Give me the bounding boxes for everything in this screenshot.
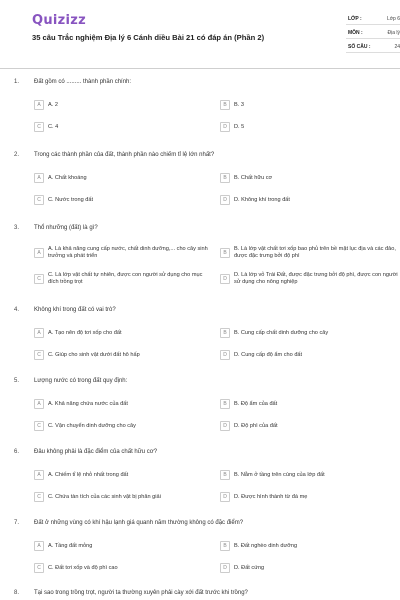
option-letter-badge: C [34, 274, 44, 284]
answer-option-a[interactable] [34, 322, 220, 344]
question-head [14, 518, 386, 530]
option-text: C. Vận chuyển dinh dưỡng cho cây [48, 422, 136, 429]
question [0, 77, 400, 150]
option-letter-badge: B [220, 470, 230, 480]
answer-options [34, 167, 400, 211]
answer-option-c[interactable] [34, 344, 220, 366]
option-letter-badge: A [34, 248, 44, 258]
option-letter-badge: C [34, 195, 44, 205]
option-letter-badge: A [34, 470, 44, 480]
question-head [14, 447, 386, 459]
option-text: C. Chứa tàn tích của các sinh vật bị phân giải [48, 493, 161, 500]
answer-option-c[interactable] [34, 557, 220, 579]
answer-option-c[interactable] [34, 415, 220, 437]
question-number: 3. [14, 225, 20, 231]
option-letter-badge: B [220, 100, 230, 110]
option-letter-badge: B [220, 328, 230, 338]
question-text: Không khí trong đất có vai trò? [34, 307, 116, 313]
option-letter-badge: D [220, 122, 230, 132]
answer-options [34, 464, 400, 508]
option-text: B. Cung cấp chất dinh dưỡng cho cây [234, 329, 329, 336]
quizizz-logo: Quizizz [32, 13, 87, 28]
answer-option-d[interactable] [220, 189, 400, 211]
question-head [14, 223, 386, 235]
option-text: C. Đất tơi xốp và độ phì cao [48, 564, 118, 571]
question-text: Lượng nước có trong đất quy định: [34, 378, 128, 384]
option-text: B. Chất hữu cơ [234, 174, 273, 181]
question [0, 447, 400, 518]
answer-option-c[interactable] [34, 266, 220, 292]
answer-option-a[interactable] [34, 167, 220, 189]
option-text: D. Không khí trong đất [234, 196, 290, 203]
option-text: D. Được hình thành từ đá mẹ [234, 493, 308, 500]
option-letter-badge: D [220, 350, 230, 360]
answer-option-a[interactable] [34, 393, 220, 415]
answer-option-c[interactable] [34, 116, 220, 138]
option-letter-badge: A [34, 399, 44, 409]
option-letter-badge: D [220, 492, 230, 502]
option-text: A. Tạo nên độ tơi xốp cho đất [48, 329, 122, 336]
question-number: 2. [14, 152, 20, 158]
option-letter-badge: D [220, 274, 230, 284]
option-letter-badge: B [220, 248, 230, 258]
option-text: A. 2 [48, 101, 58, 108]
option-letter-badge: B [220, 173, 230, 183]
question [0, 588, 400, 600]
option-letter-badge: B [220, 541, 230, 551]
answer-option-c[interactable] [34, 486, 220, 508]
option-letter-badge: C [34, 563, 44, 573]
option-letter-badge: D [220, 563, 230, 573]
question-head [14, 150, 386, 162]
question-number: 1. [14, 79, 20, 85]
option-letter-badge: D [220, 195, 230, 205]
question-number: 6. [14, 449, 20, 455]
option-text: A. Là khả năng cung cấp nước, chất dinh dưỡng,... cho cây sinh trưởng và phát triển [48, 246, 208, 259]
option-text: C. Nước trong đất [48, 196, 94, 203]
option-text: B. Là lớp vật chất tơi xốp bao phủ trên bề mặt lục địa và các đảo, được đặc trưng bởi độ phì [234, 246, 396, 259]
meta-label: LỚP : [348, 16, 362, 22]
question-text: Đất ở những vùng có khí hậu lạnh giá quanh năm thường không có đặc điểm? [34, 520, 244, 526]
option-text: A. Khả năng chứa nước của đất [48, 400, 128, 407]
answer-options [34, 393, 400, 437]
question-number: 4. [14, 307, 20, 313]
option-text: C. 4 [48, 123, 59, 130]
option-letter-badge: A [34, 328, 44, 338]
answer-option-b[interactable] [220, 94, 400, 116]
answer-options [34, 240, 400, 292]
option-text: D. Cung cấp độ ẩm cho đất [234, 351, 303, 358]
answer-option-d[interactable] [220, 266, 400, 292]
option-text: A. Tầng đất mỏng [48, 542, 93, 549]
question-text: Thổ nhưỡng (đất) là gì? [34, 225, 98, 231]
meta-value: Lớp 6 [386, 16, 400, 22]
question-text: Trong các thành phần của đất, thành phần nào chiếm tỉ lệ lớn nhất? [34, 152, 215, 158]
meta-value: 24 [394, 44, 400, 50]
question [0, 518, 400, 588]
option-text: C. Là lớp vật chất tự nhiên, được con người sử dụng cho mục đích trồng trọt [48, 272, 203, 285]
answer-options [34, 535, 400, 579]
option-text: B. Nằm ở tầng trên cùng của lớp đất [234, 471, 325, 478]
question-number: 8. [14, 590, 20, 596]
option-letter-badge: A [34, 541, 44, 551]
question-number: 5. [14, 378, 20, 384]
option-text: B. Đất nghèo dinh dưỡng [234, 542, 298, 549]
question-number: 7. [14, 520, 20, 526]
meta-row-grade [346, 14, 400, 25]
question [0, 150, 400, 223]
option-text: B. 3 [234, 101, 244, 108]
option-text: A. Chất khoáng [48, 174, 87, 181]
answer-option-a[interactable] [34, 240, 220, 266]
answer-option-d[interactable] [220, 415, 400, 437]
answer-option-c[interactable] [34, 189, 220, 211]
answer-option-d[interactable] [220, 486, 400, 508]
header-divider [0, 68, 400, 69]
worksheet-meta [346, 14, 400, 56]
answer-option-a[interactable] [34, 464, 220, 486]
question-head [14, 588, 386, 600]
question-head [14, 376, 386, 388]
option-letter-badge: D [220, 421, 230, 431]
answer-option-b[interactable] [220, 535, 400, 557]
worksheet-header [16, 0, 400, 62]
answer-option-b[interactable] [220, 393, 400, 415]
option-text: C. Giúp cho sinh vật dưới đất hô hấp [48, 351, 140, 358]
question-head [14, 305, 386, 317]
answer-option-b[interactable] [220, 240, 400, 266]
question-text: Đâu không phải là đặc điểm của chất hữu cơ? [34, 449, 158, 455]
answer-option-d[interactable] [220, 116, 400, 138]
meta-row-subject [346, 28, 400, 39]
meta-label: MÔN : [348, 30, 363, 36]
option-letter-badge: C [34, 350, 44, 360]
option-text: D. Là lớp vỏ Trái Đất, được đặc trưng bởi độ phì, được con người sử dụng cho nông nghiệp [234, 272, 398, 285]
question-text: Tại sao trong trồng trọt, người ta thường xuyên phải cày xới đất trước khi trồng? [34, 590, 248, 596]
option-text: D. Đất cứng [234, 564, 265, 571]
question [0, 223, 400, 305]
question-text: Đất gồm có ......... thành phần chính: [34, 79, 132, 85]
answer-option-d[interactable] [220, 557, 400, 579]
answer-options [34, 322, 400, 366]
option-letter-badge: A [34, 100, 44, 110]
option-letter-badge: B [220, 399, 230, 409]
meta-value: Địa lý [387, 30, 400, 36]
option-text: B. Độ ẩm của đất [234, 400, 278, 407]
answer-option-b[interactable] [220, 322, 400, 344]
option-letter-badge: C [34, 122, 44, 132]
option-text: A. Chiếm tỉ lệ nhỏ nhất trong đất [48, 471, 129, 478]
question-head [14, 77, 386, 89]
question-list [0, 77, 400, 600]
option-letter-badge: C [34, 492, 44, 502]
question [0, 305, 400, 376]
answer-option-a[interactable] [34, 535, 220, 557]
meta-label: SỐ CÂU : [348, 44, 371, 50]
question [0, 376, 400, 447]
option-letter-badge: A [34, 173, 44, 183]
answer-options [34, 94, 400, 138]
answer-option-a[interactable] [34, 94, 220, 116]
meta-row-question-count [346, 42, 400, 53]
worksheet-title: 35 câu Trắc nghiệm Địa lý 6 Cánh diều Bài 21 có đáp án (Phần 2) [32, 33, 265, 42]
option-text: D. 5 [234, 123, 245, 130]
answer-option-b[interactable] [220, 464, 400, 486]
option-letter-badge: C [34, 421, 44, 431]
answer-option-d[interactable] [220, 344, 400, 366]
option-text: D. Độ phì của đất [234, 422, 278, 429]
answer-option-b[interactable] [220, 167, 400, 189]
